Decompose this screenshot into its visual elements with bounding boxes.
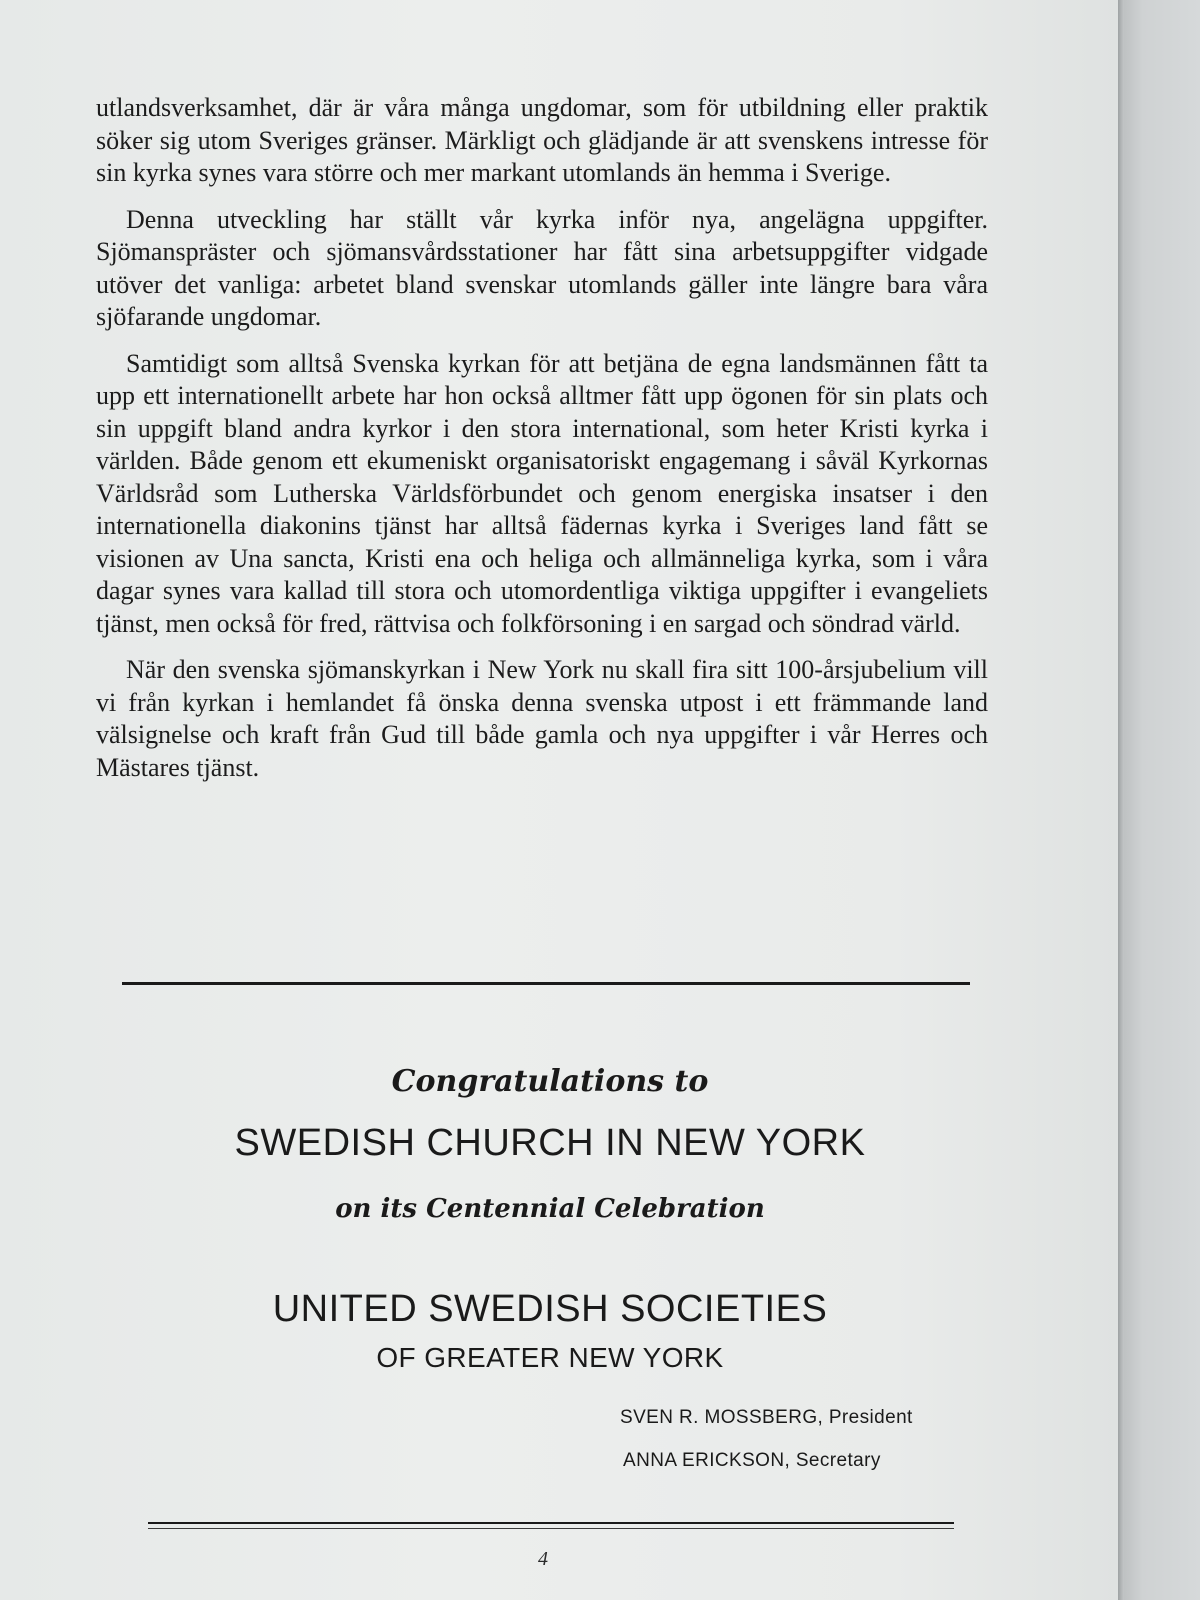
divider-line — [122, 982, 970, 985]
officer-secretary: ANNA ERICKSON, Secretary — [623, 1450, 881, 1471]
body-text — [96, 92, 988, 798]
organization-name: UNITED SWEDISH SOCIETIES — [272, 1288, 828, 1330]
congratulations-heading: Congratulations to — [391, 1064, 709, 1099]
paragraph-continued: utlandsverksamhet, där är våra många ungdomar, som för utbildning eller praktik söker sig utom Sveriges gränser. Märkligt och glädjande är att svenskens intresse för sin kyrka synes vara större och mer markant utomlands än hemma i Sverige. — [96, 93, 988, 187]
page-edge-shadow — [1118, 0, 1200, 1600]
footer-rule — [148, 1522, 954, 1524]
paragraph: Denna utveckling har ställt vår kyrka inför nya, angelägna uppgifter. Sjömanspräster och sjömansvårdsstationer har fått sina arbetsuppgifter vidgade utöver det vanliga: arbetet bland svenskar utomlands gäller inte längre bara våra sjöfarande ungdomar. — [96, 204, 988, 331]
church-name: SWEDISH CHURCH IN NEW YORK — [234, 1122, 866, 1164]
occasion-line: on its Centennial Celebration — [335, 1194, 765, 1224]
paragraph: När den svenska sjömanskyrkan i New York nu skall fira sitt 100-årsjubelium vill vi från kyrkan i hemlandet få önska denna svenska utpost i ett främmande land välsignelse och kraft från Gud till både gamla och nya uppgifter i vår Herres och Mästares tjänst. — [96, 655, 988, 782]
page-number: 4 — [538, 1548, 548, 1570]
paragraph: Samtidigt som alltså Svenska kyrkan för att betjäna de egna landsmännen fått ta upp ett internationellt arbete har hon också alltmer fått upp ögonen för sin plats och sin uppgift bland andra kyrkor i den stora international, som heter Kristi kyrka i världen. Både genom ett ekumeniskt organisatoriskt engagemang i såväl Kyrkornas Världsråd som Lutherska Världsförbundet och genom energiska insatser i den internationella diakonins tjänst har alltså fädernas kyrka i Sveriges land fått se visionen av Una sancta, Kristi ena och heliga och allmänneliga kyrka, som i våra dagar synes vara kallad till stora och utomordentliga viktiga uppgifter i evangeliets tjänst, men också för fred, rättvisa och folkförsoning i en sargad och söndrad värld. — [96, 348, 988, 638]
officer-president: SVEN R. MOSSBERG, President — [620, 1407, 913, 1428]
organization-subtitle: OF GREATER NEW YORK — [376, 1342, 724, 1373]
footer-rule-thin — [148, 1528, 954, 1529]
